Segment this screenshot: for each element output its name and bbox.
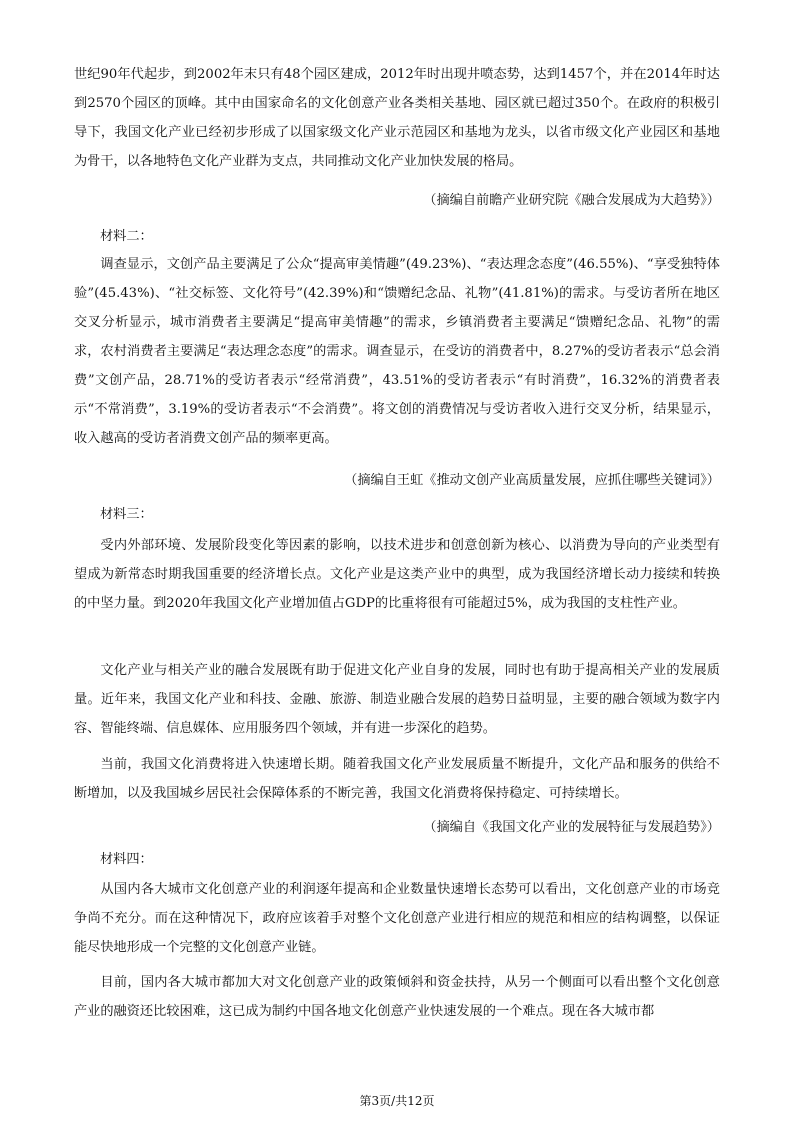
page-footer: 第3页/共12页 (359, 1094, 435, 1108)
paragraph-material-one-tail: 世纪90年代起步，到2002年末只有48个园区建成，2012年时出现井喷态势，达到1457个，并在2014年时达到2570个园区的顶峰。其中由国家命名的文化创意产业各类相关基地、园区就已超过350个。在政府的积极引导下，我国文化产业已经初步形成了以国家级文化产业示范园区和基地为龙头，以省市级文化产业园区和基地为骨干，以各地特色文化产业群为支点，共同推动文化产业加快发展的格局。 (74, 67, 720, 169)
source-citation-one: （摘编自前瞻产业研究院《融合发展成为大趋势》） (423, 193, 720, 208)
paragraph-material-four-a: 从国内各大城市文化创意产业的利润逐年提高和企业数量快速增长态势可以看出，文化创意产业的市场竞争尚不充分。而在这种情况下，政府应该着手对整个文化创意产业进行相应的规范和相应的结构调整，以保证能尽快地形成一个完整的文化创意产业链。 (74, 882, 720, 955)
material-four-label: 材料四： (100, 852, 153, 867)
material-three-label: 材料三： (100, 507, 153, 522)
source-citation-three: （摘编自《我国文化产业的发展特征与发展趋势》） (423, 820, 720, 835)
paragraph-material-three-a: 受内外部环境、发展阶段变化等因素的影响，以技术进步和创意创新为核心、以消费为导向的产业类型有望成为新常态时期我国重要的经济增长点。文化产业是这类产业中的典型，成为我国经济增长动力接续和转换的中坚力量。到2020年我国文化产业增加值占GDP的比重将很有可能超过5%，成为我国的支柱性产业。 (74, 538, 720, 611)
paragraph-material-two: 调查显示，文创产品主要满足了公众“提高审美情趣”(49.23%)、“表达理念态度”(46.55%)、“享受独特体验”(45.43%)、“社交标签、文化符号”(42.39%)和“馈赠纪念品、礼物”(41.81%)的需求。与受访者所在地区交叉分析显示，城市消费者主要满足“提高审美情趣”的需求，乡镇消费者主要满足“馈赠纪念品、礼物”的需求，农村消费者主要满足“表达理念态度”的需求。调查显示，在受访的消费者中，8.27%的受访者表示“总会消费”文创产品，28.71%的受访者表示“经常消费”，43.51%的受访者表示“有时消费”，16.32%的消费者表示“不常消费”，3.19%的受访者表示“不会消费”。将文创的消费情况与受访者收入进行交叉分析，结果显示，收入越高的受访者消费文创产品的频率更高。 (74, 257, 720, 446)
paragraph-material-three-b: 文化产业与相关产业的融合发展既有助于促进文化产业自身的发展，同时也有助于提高相关产业的发展质量。近年来，我国文化产业和科技、金融、旅游、制造业融合发展的趋势日益明显，主要的融合领域为数字内容、智能终端、信息媒体、应用服务四个领域，并有进一步深化的趋势。 (74, 663, 720, 736)
paragraph-material-four-b: 目前，国内各大城市都加大对文化创意产业的政策倾斜和资金扶持，从另一个侧面可以看出整个文化创意产业的融资还比较困难，这已成为制约中国各地文化创意产业快速发展的一个难点。现在各大城市都 (74, 975, 720, 1019)
material-two-label: 材料二： (100, 229, 153, 244)
source-citation-two: （摘编自王虹《推动文创产业高质量发展，应抓住哪些关键词》） (344, 473, 720, 488)
paragraph-material-three-c: 当前，我国文化消费将进入快速增长期。随着我国文化产业发展质量不断提升，文化产品和服务的供给不断增加，以及我国城乡居民社会保障体系的不断完善，我国文化消费将保持稳定、可持续增长。 (74, 757, 720, 801)
